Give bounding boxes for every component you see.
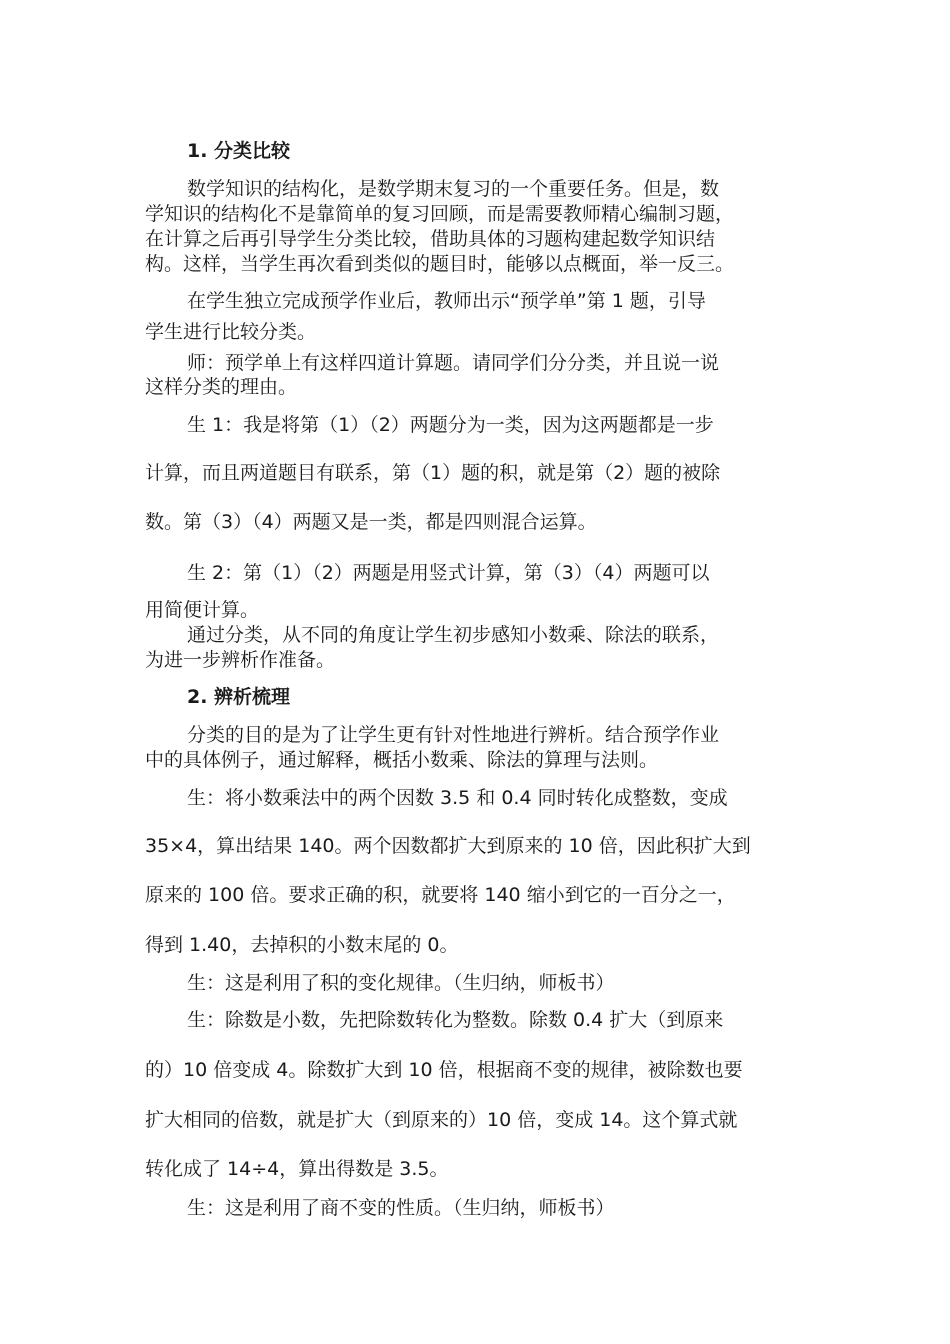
paragraph-line: 数。第（3）（4）两题又是一类，都是四则混合运算。	[145, 511, 597, 533]
paragraph-line: 中的具体例子，通过解释，概括小数乘、除法的算理与法则。	[145, 749, 659, 771]
paragraph-line: 得到 1.40，去掉积的小数末尾的 0。	[145, 934, 459, 956]
paragraph-line: 构。这样，当学生再次看到类似的题目时，能够以点概面，举一反三。	[145, 253, 735, 275]
paragraph-line: 通过分类，从不同的角度让学生初步感知小数乘、除法的联系，	[187, 624, 720, 646]
paragraph-line: 生 1：我是将第（1）（2）两题分为一类，因为这两题都是一步	[187, 414, 714, 436]
section-1-heading: 1. 分类比较	[187, 140, 291, 162]
paragraph-line: 计算，而且两道题目有联系，第（1）题的积，就是第（2）题的被除	[145, 462, 721, 484]
paragraph-line: 35×4，算出结果 140。两个因数都扩大到原来的 10 倍，因此积扩大到	[145, 835, 751, 857]
paragraph-line: 生：将小数乘法中的两个因数 3.5 和 0.4 同时转化成整数，变成	[187, 787, 728, 809]
paragraph-line: 生：这是利用了商不变的性质。（生归纳，师板书）	[187, 1197, 615, 1219]
paragraph-line: 生 2：第（1）（2）两题是用竖式计算，第（3）（4）两题可以	[187, 562, 710, 584]
paragraph-line: 的）10 倍变成 4。除数扩大到 10 倍，根据商不变的规律，被除数也要	[145, 1059, 743, 1081]
section-2-heading: 2. 辨析梳理	[187, 686, 291, 708]
paragraph-line: 在计算之后再引导学生分类比较，借助具体的习题构建起数学知识结	[145, 228, 716, 250]
paragraph-line: 原来的 100 倍。要求正确的积，就要将 140 缩小到它的一百分之一，	[145, 884, 736, 906]
paragraph-line: 生：这是利用了积的变化规律。（生归纳，师板书）	[187, 972, 615, 994]
paragraph-line: 在学生独立完成预学作业后，教师出示“预学单”第 1 题，引导	[187, 290, 706, 312]
paragraph-line: 数学知识的结构化，是数学期末复习的一个重要任务。但是，数	[187, 178, 720, 200]
paragraph-line: 学生进行比较分类。	[145, 321, 317, 343]
paragraph-line: 学知识的结构化不是靠简单的复习回顾，而是需要教师精心编制习题，	[145, 203, 735, 225]
paragraph-line: 转化成了 14÷4，算出得数是 3.5。	[145, 1158, 449, 1180]
paragraph-line: 扩大相同的倍数，就是扩大（到原来的）10 倍，变成 14。这个算式就	[145, 1109, 738, 1131]
paragraph-line: 为进一步辨析作准备。	[145, 649, 336, 671]
paragraph-line: 这样分类的理由。	[145, 376, 298, 398]
paragraph-line: 分类的目的是为了让学生更有针对性地进行辨析。结合预学作业	[187, 724, 720, 746]
paragraph-line: 师：预学单上有这样四道计算题。请同学们分分类，并且说一说	[187, 352, 720, 374]
paragraph-line: 生：除数是小数，先把除数转化为整数。除数 0.4 扩大（到原来	[187, 1009, 724, 1031]
paragraph-line: 用简便计算。	[145, 599, 260, 621]
